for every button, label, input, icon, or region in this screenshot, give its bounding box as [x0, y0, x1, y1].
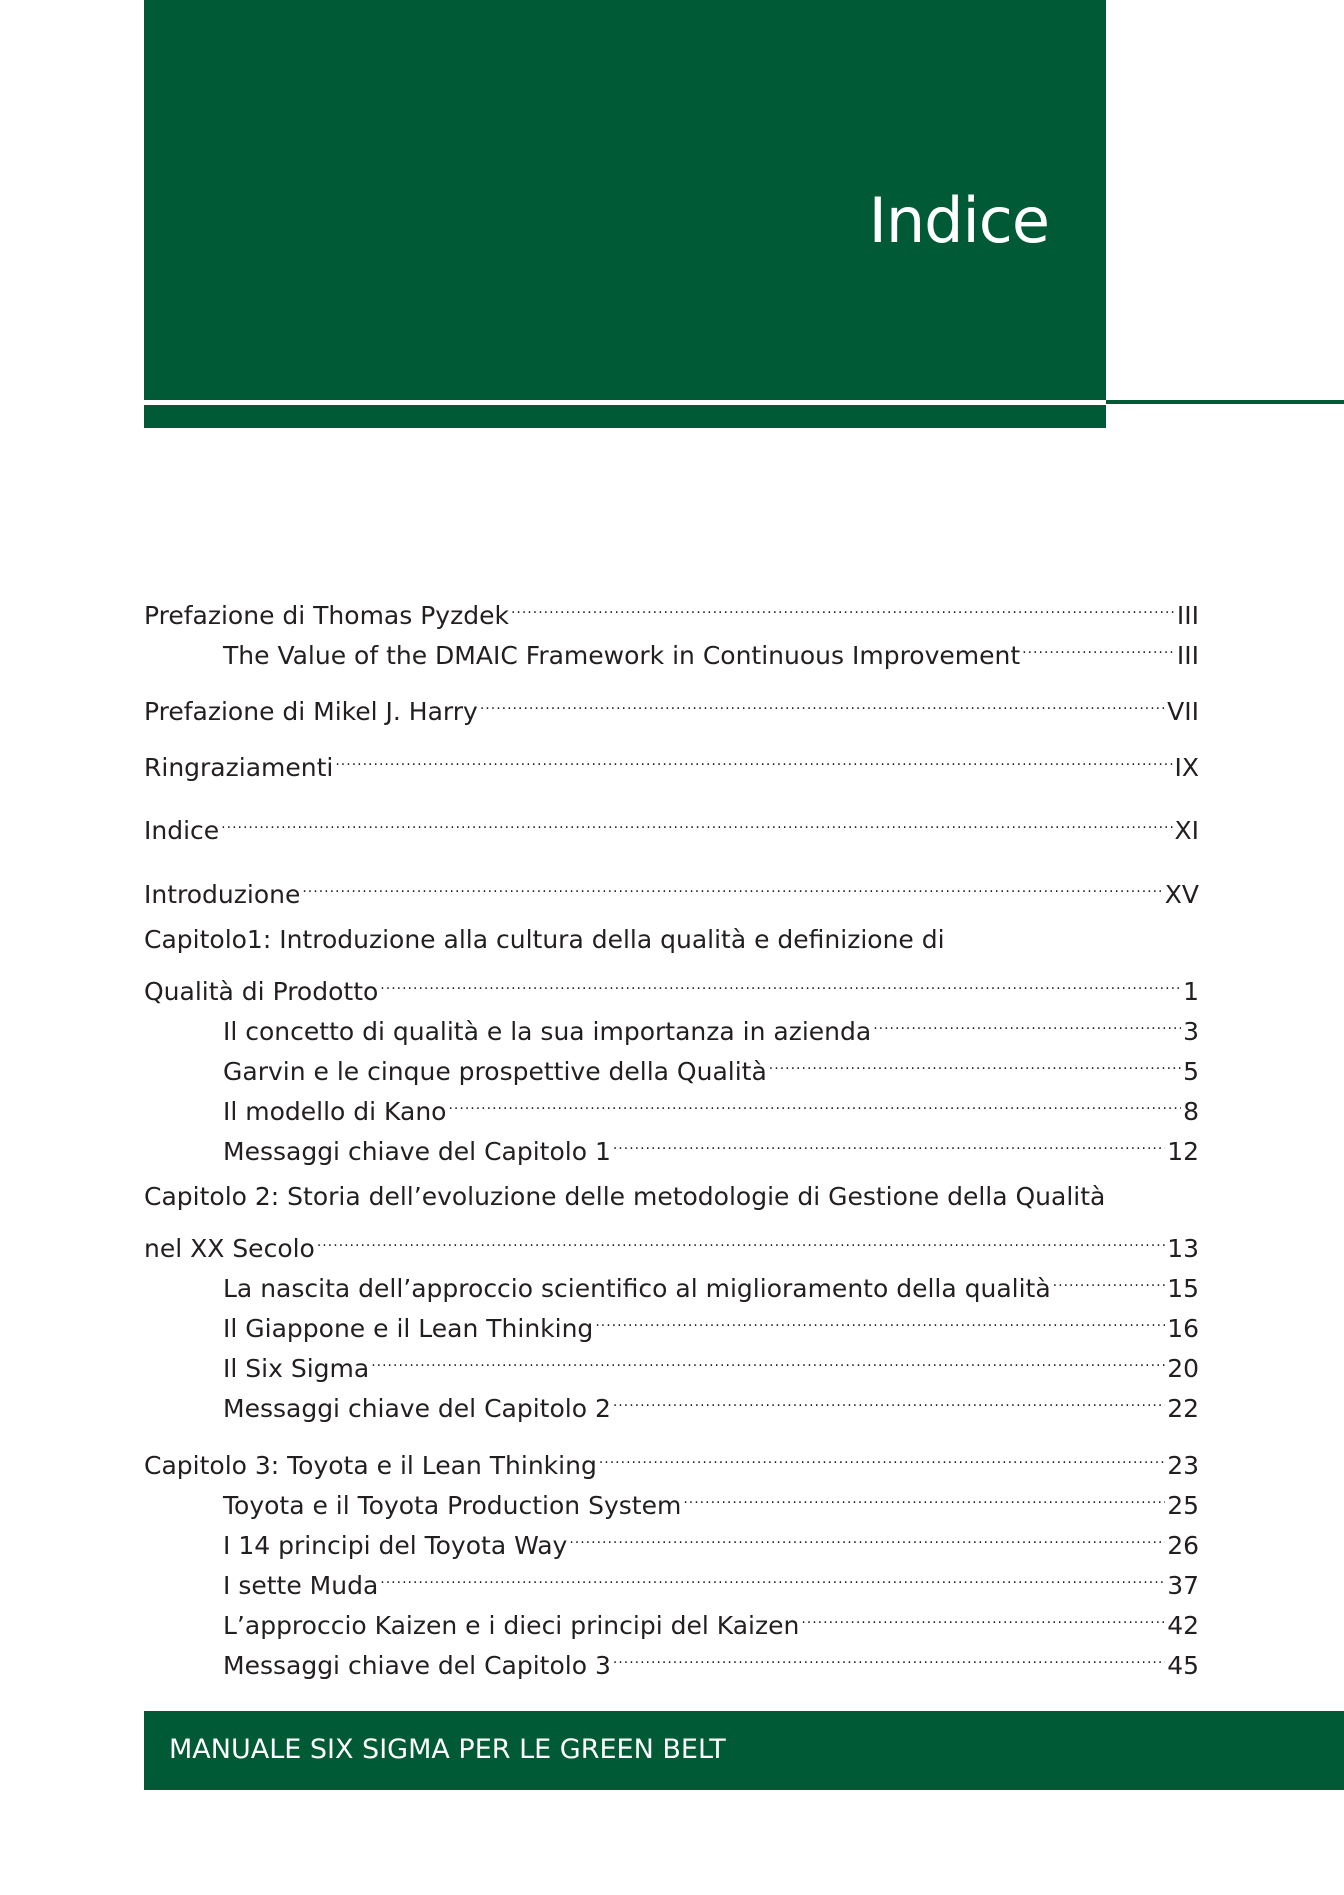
toc-entry-page: 45	[1167, 1651, 1199, 1680]
toc-entry-label: nel XX Secolo	[144, 1234, 315, 1263]
toc-entry-label: Toyota e il Toyota Production System	[223, 1491, 682, 1520]
dot-leader	[613, 1120, 1165, 1160]
dot-leader	[613, 1634, 1165, 1674]
toc-entry-label: Il modello di Kano	[223, 1097, 447, 1126]
toc-entry-page: 3	[1183, 1017, 1199, 1046]
toc-entry-label: Messaggi chiave del Capitolo 1	[223, 1137, 611, 1166]
dot-leader	[1053, 1257, 1166, 1297]
dot-leader	[380, 960, 1181, 1000]
toc-entry-page: 12	[1167, 1137, 1199, 1166]
toc-entry-label: I sette Muda	[223, 1571, 379, 1600]
dot-leader	[801, 1594, 1165, 1634]
toc-entry-label: Il Giappone e il Lean Thinking	[223, 1314, 594, 1343]
toc-entry-page: 16	[1167, 1314, 1199, 1343]
toc-entry-page: III	[1176, 641, 1199, 670]
toc-entry-page: 13	[1167, 1234, 1199, 1263]
toc-entry-label: La nascita dell’approccio scientifico al miglioramento della qualità	[223, 1274, 1051, 1303]
toc-entry-page: 26	[1167, 1531, 1199, 1560]
toc-entry-label: Il Six Sigma	[223, 1354, 370, 1383]
toc-entry-page: VII	[1167, 697, 1199, 726]
toc-entry-page: III	[1176, 601, 1199, 630]
toc-entry[interactable]	[144, 736, 1199, 782]
footer-band	[144, 1711, 1344, 1790]
toc-entry[interactable]	[223, 1377, 1199, 1423]
toc-entry-label: Il concetto di qualità e la sua importanza in azienda	[223, 1017, 872, 1046]
toc-entry-label: L’approccio Kaizen e i dieci principi del Kaizen	[223, 1611, 800, 1640]
toc-entry-label: The Value of the DMAIC Framework in Continuous Improvement	[223, 641, 1021, 670]
chapter-heading-line: Capitolo1: Introduzione alla cultura della qualità e definizione di	[144, 925, 945, 954]
dot-leader	[302, 863, 1162, 903]
toc-entry-page: 8	[1183, 1097, 1199, 1126]
dot-leader	[380, 1554, 1165, 1594]
toc-entry[interactable]	[223, 1257, 1199, 1303]
toc-entry-label: Garvin e le cinque prospettive della Qualità	[223, 1057, 767, 1086]
dot-leader	[221, 799, 1172, 839]
toc-entry[interactable]	[223, 1297, 1199, 1343]
header-bottom-bar	[144, 405, 1106, 428]
toc-entry[interactable]	[144, 1217, 1199, 1263]
chapter-heading-line: Capitolo 2: Storia dell’evoluzione delle metodologie di Gestione della Qualità	[144, 1182, 1106, 1211]
dot-leader	[769, 1040, 1181, 1080]
toc-entry[interactable]	[223, 1000, 1199, 1046]
toc-entry[interactable]	[223, 1554, 1199, 1600]
toc-entry-page: XV	[1164, 880, 1199, 909]
dot-leader	[613, 1377, 1165, 1417]
toc-entry-page: 25	[1167, 1491, 1199, 1520]
toc-entry[interactable]	[144, 680, 1199, 726]
toc-entry-label: Messaggi chiave del Capitolo 3	[223, 1651, 611, 1680]
toc-entry-label: Introduzione	[144, 880, 301, 909]
dot-leader	[448, 1080, 1181, 1120]
toc-entry-page: 22	[1167, 1394, 1199, 1423]
toc-entry[interactable]	[144, 1434, 1199, 1480]
dot-leader	[480, 680, 1165, 720]
toc-entry-label: Prefazione di Mikel J. Harry	[144, 697, 478, 726]
toc-entry-page: IX	[1174, 753, 1199, 782]
toc-entry-label: Capitolo 3: Toyota e il Lean Thinking	[144, 1451, 597, 1480]
toc-entry-page: 23	[1167, 1451, 1199, 1480]
toc-entry-label: Prefazione di Thomas Pyzdek	[144, 601, 509, 630]
toc-entry[interactable]	[223, 1040, 1199, 1086]
dot-leader	[569, 1514, 1165, 1554]
toc-entry[interactable]	[144, 799, 1199, 845]
dot-leader	[595, 1297, 1165, 1337]
toc-entry-label: Indice	[144, 816, 220, 845]
toc-entry[interactable]	[223, 1474, 1199, 1520]
toc-entry-page: XI	[1174, 816, 1199, 845]
dot-leader	[1022, 624, 1175, 664]
page-title: Indice	[868, 184, 1049, 257]
toc-entry[interactable]	[223, 1120, 1199, 1166]
toc-entry[interactable]	[223, 1514, 1199, 1560]
toc-entry-page: 1	[1183, 977, 1199, 1006]
toc-entry-page: 37	[1167, 1571, 1199, 1600]
dot-leader	[317, 1217, 1165, 1257]
toc-entry[interactable]	[144, 584, 1199, 630]
toc-entry-page: 15	[1167, 1274, 1199, 1303]
toc-entry[interactable]	[223, 1080, 1199, 1126]
toc-entry-label: Qualità di Prodotto	[144, 977, 379, 1006]
dot-leader	[599, 1434, 1165, 1474]
toc-entry-label: Ringraziamenti	[144, 753, 334, 782]
dot-leader	[511, 584, 1175, 624]
toc-entry[interactable]	[223, 1634, 1199, 1680]
dot-leader	[371, 1337, 1165, 1377]
toc-entry-label: Messaggi chiave del Capitolo 2	[223, 1394, 611, 1423]
header-right-rule	[1106, 400, 1344, 404]
toc-entry[interactable]	[223, 624, 1199, 670]
dot-leader	[335, 736, 1172, 776]
dot-leader	[683, 1474, 1165, 1514]
toc-entry[interactable]	[144, 960, 1199, 1006]
toc-entry[interactable]	[223, 1594, 1199, 1640]
footer-book-title: MANUALE SIX SIGMA PER LE GREEN BELT	[169, 1734, 726, 1765]
toc-entry-page: 42	[1167, 1611, 1199, 1640]
toc-entry[interactable]	[223, 1337, 1199, 1383]
toc-entry-page: 20	[1167, 1354, 1199, 1383]
toc-entry-label: I 14 principi del Toyota Way	[223, 1531, 568, 1560]
toc-entry-page: 5	[1183, 1057, 1199, 1086]
toc-entry[interactable]	[144, 863, 1199, 909]
dot-leader	[873, 1000, 1181, 1040]
